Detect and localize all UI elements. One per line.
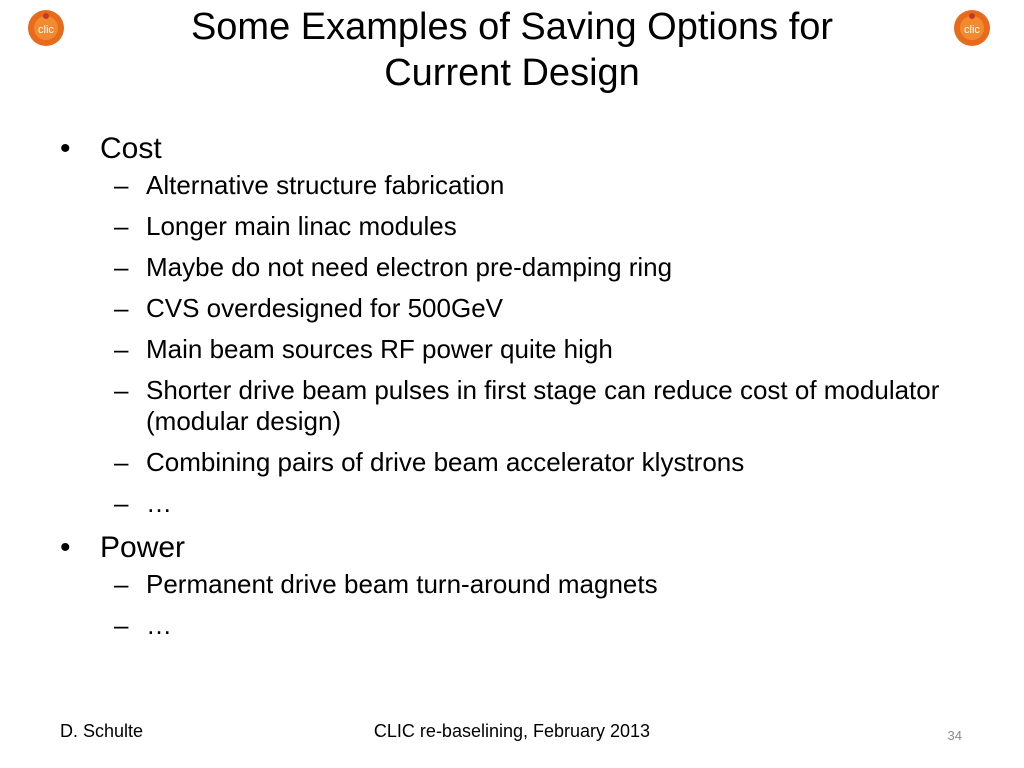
sub-item-text: Combining pairs of drive beam accelerator klystrons — [146, 447, 745, 477]
dash-icon: – — [114, 488, 129, 518]
sub-item — [60, 488, 960, 519]
dash-icon: – — [114, 170, 129, 200]
sub-item-text: Longer main linac modules — [146, 211, 457, 241]
sub-list-cost — [60, 170, 960, 519]
bullet-cost — [60, 130, 960, 168]
dash-icon: – — [114, 293, 129, 323]
dash-icon: – — [114, 211, 129, 241]
bullet-label: Cost — [100, 132, 162, 165]
sub-list-power — [60, 569, 960, 641]
sub-item — [60, 447, 960, 478]
slide-title-line-1: Some Examples of Saving Options for — [190, 6, 834, 48]
dash-icon: – — [114, 610, 129, 640]
sub-item-text: Permanent drive beam turn-around magnets — [146, 569, 658, 599]
page-number: 34 — [947, 728, 962, 743]
footer-event: CLIC re-baselining, February 2013 — [373, 721, 651, 741]
clic-logo-left — [26, 8, 66, 48]
sub-item — [60, 252, 960, 283]
slide-title-line-2: Current Design — [384, 52, 640, 94]
sub-item-text: CVS overdesigned for 500GeV — [146, 293, 503, 323]
bullet-icon: • — [60, 531, 71, 564]
clic-logo-text: clic — [964, 24, 980, 36]
sub-item — [60, 375, 960, 437]
sub-item — [60, 610, 960, 641]
clic-logo-text: clic — [38, 24, 54, 36]
sub-item-text: Shorter drive beam pulses in first stage can reduce cost of modulator (modular design) — [146, 375, 940, 436]
sub-item-text: … — [146, 610, 172, 640]
sub-item-text: Main beam sources RF power quite high — [146, 334, 613, 364]
slide-title — [120, 4, 904, 96]
sub-item — [60, 170, 960, 201]
dash-icon: – — [114, 334, 129, 364]
sub-item — [60, 334, 960, 365]
bullet-icon: • — [60, 132, 71, 165]
sub-item — [60, 211, 960, 242]
bullet-power — [60, 529, 960, 567]
footer-author: D. Schulte — [60, 721, 144, 741]
dash-icon: – — [114, 375, 129, 405]
sub-item-text: Alternative structure fabrication — [146, 170, 505, 200]
dash-icon: – — [114, 252, 129, 282]
slide-content — [60, 130, 960, 651]
clic-logo-icon — [952, 8, 992, 48]
sub-item-text: Maybe do not need electron pre-damping ring — [146, 252, 673, 282]
clic-logo-icon — [26, 8, 66, 48]
sub-item — [60, 293, 960, 324]
dash-icon: – — [114, 447, 129, 477]
dash-icon: – — [114, 569, 129, 599]
sub-item-text: … — [146, 488, 172, 518]
clic-logo-right — [952, 8, 992, 48]
bullet-label: Power — [100, 531, 186, 564]
sub-item — [60, 569, 960, 600]
